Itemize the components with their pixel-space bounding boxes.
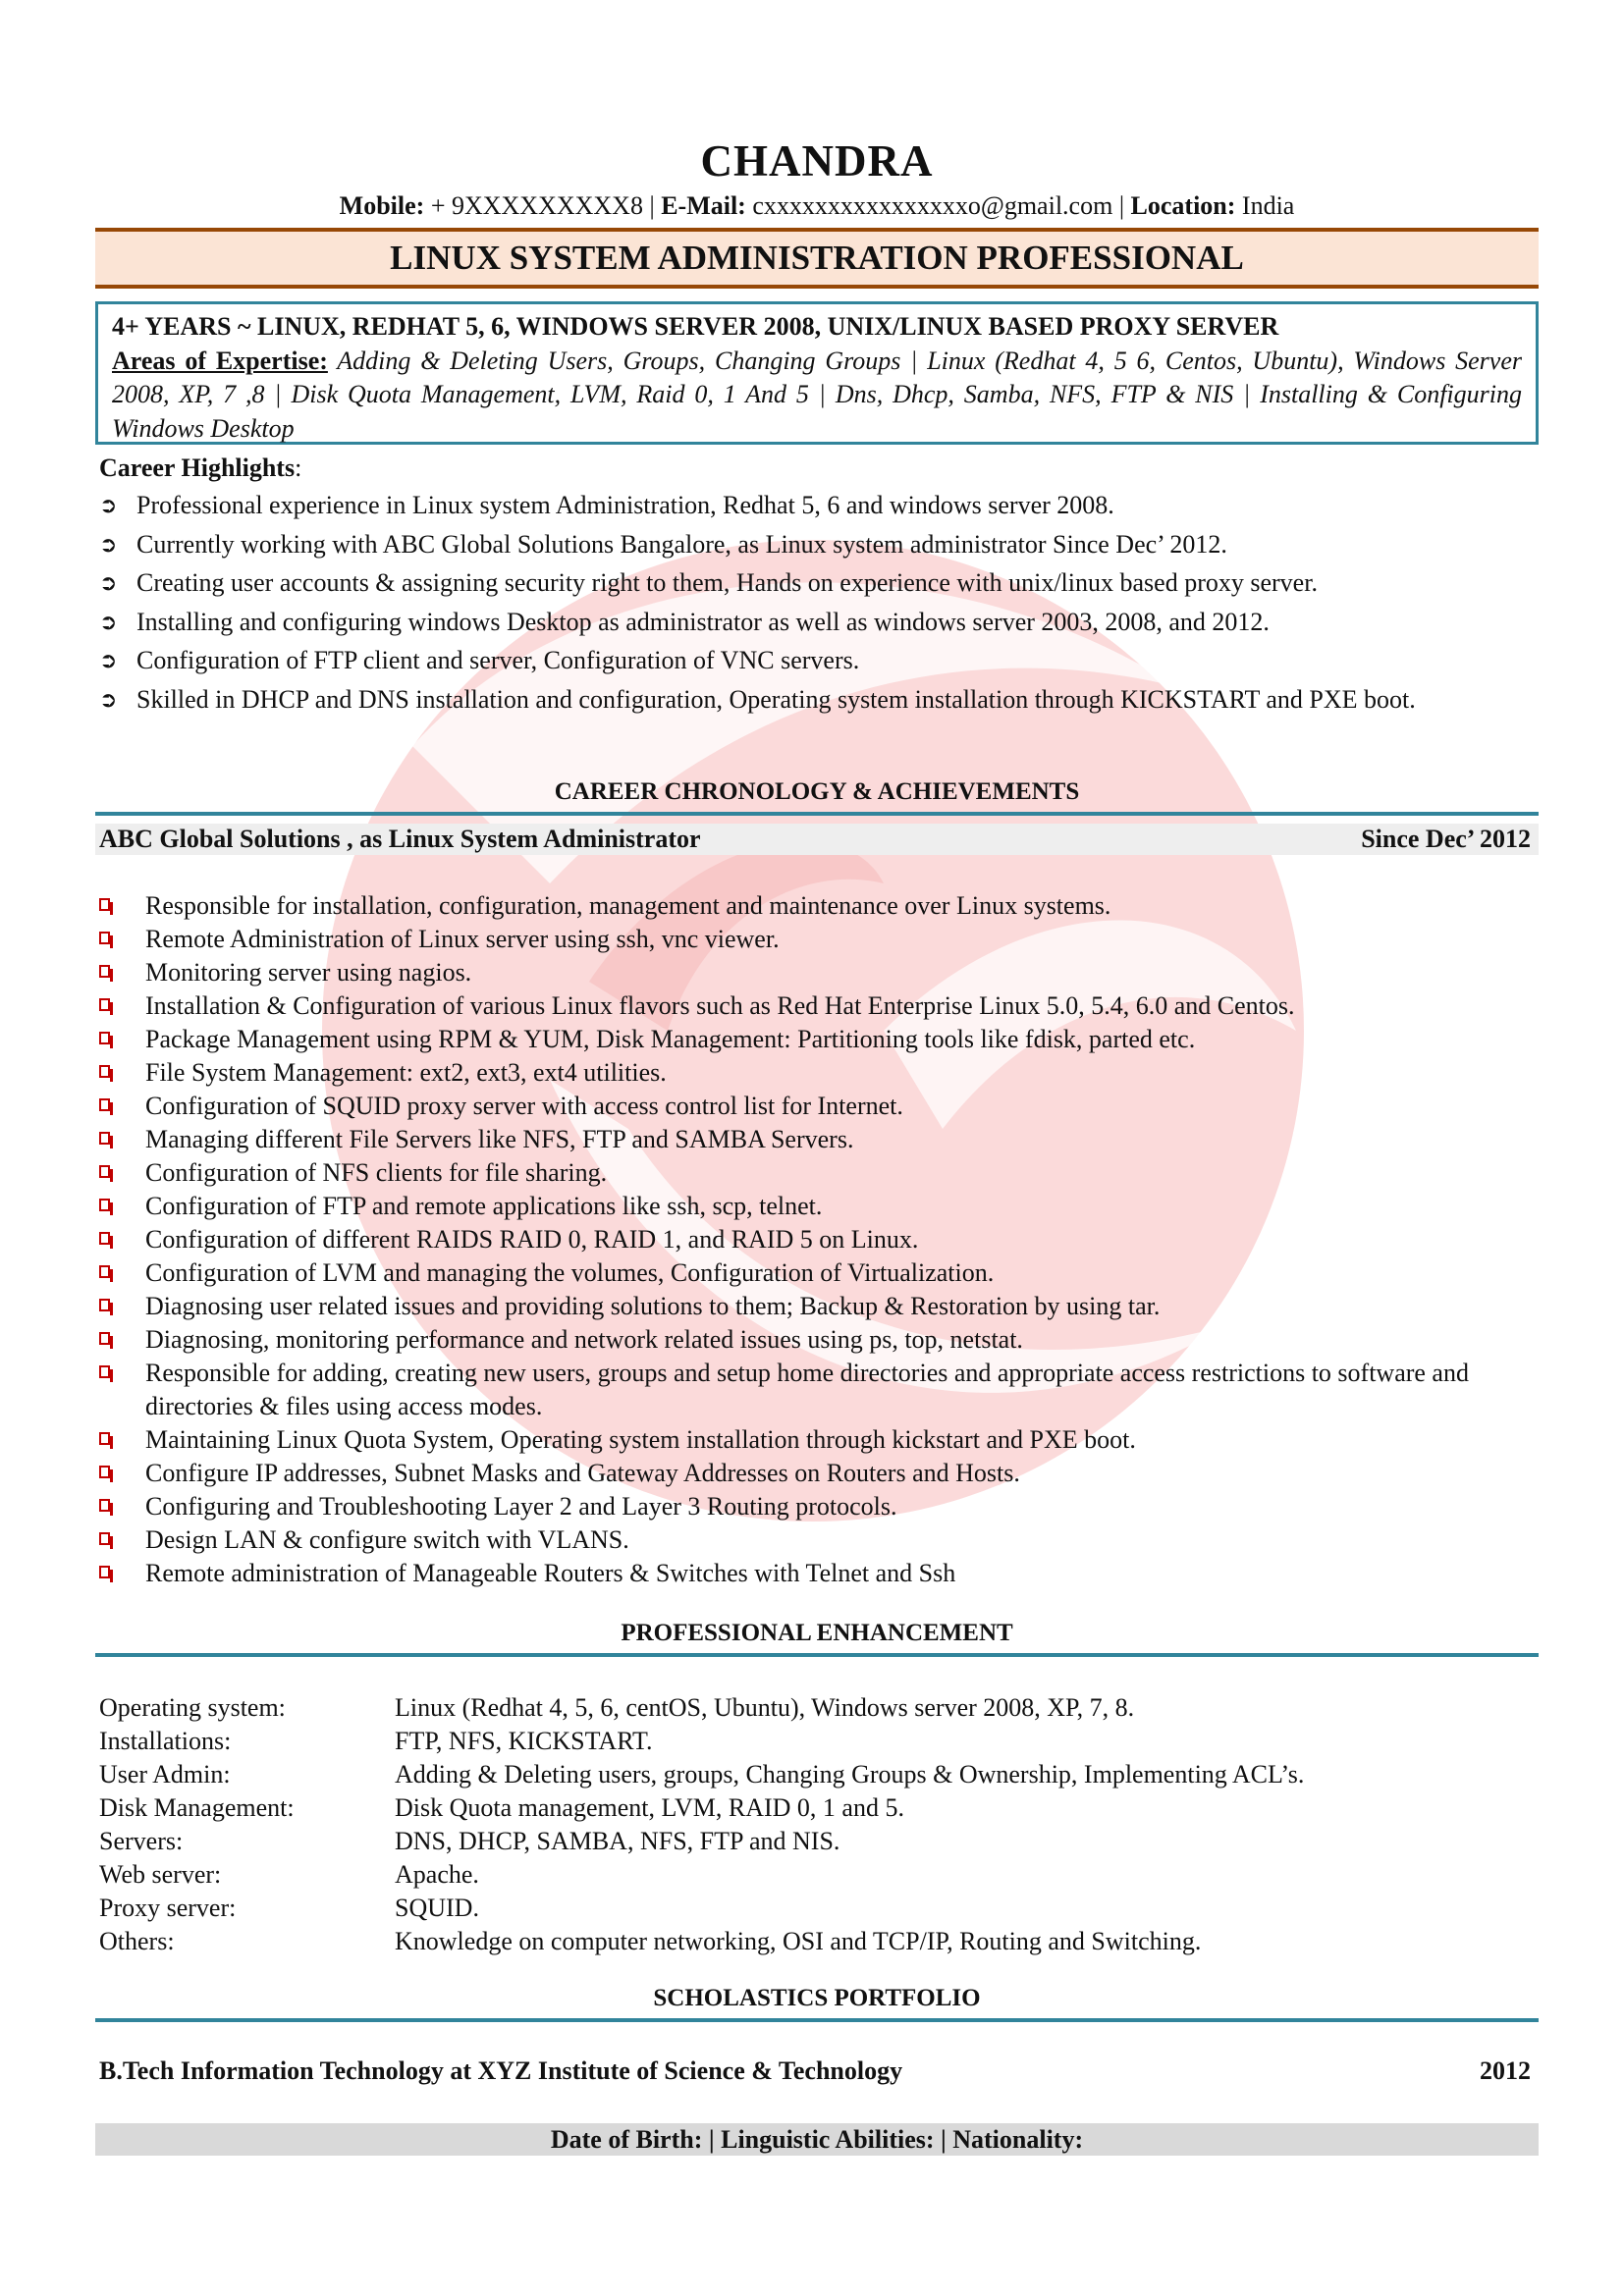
professional-enhancement-section [95, 1620, 1539, 1657]
skill-value: Knowledge on computer networking, OSI and TCP/IP, Routing and Switching. [395, 1927, 1202, 1955]
square-bullet-icon [99, 1165, 110, 1178]
skill-row [99, 1691, 1539, 1725]
highlight-text: Currently working with ABC Global Solutions Bangalore, as Linux system administrator Since Dec’ 2012. [136, 529, 1227, 559]
section-heading: CAREER CHRONOLOGY & ACHIEVEMENTS [554, 778, 1080, 805]
highlight-item [99, 644, 1515, 677]
achievement-text: Maintaining Linux Quota System, Operating system installation through kickstart and PXE boot. [145, 1425, 1136, 1454]
separator: | [1118, 191, 1125, 220]
expertise-text: Adding & Deleting Users, Groups, Changing Groups | Linux (Redhat 4, 5 6, Centos, Ubuntu), Windows Server 2008, XP, 7 ,8 | Disk Quota Management, LVM, Raid 0, 1 And 5 | Dns, Dhcp, Samba, NFS, FTP & NIS | Installing & Configuring Windows Desktop [112, 346, 1522, 443]
employer: ABC Global Solutions , as Linux System Administrator [99, 825, 701, 853]
expertise-label: Areas of Expertise: [112, 346, 328, 375]
square-bullet-icon [99, 1466, 110, 1478]
achievement-item [99, 923, 1537, 956]
achievement-text: Configuring and Troubleshooting Layer 2 and Layer 3 Routing protocols. [145, 1492, 897, 1521]
heading-colon: : [295, 454, 302, 482]
square-bullet-icon [99, 1032, 110, 1044]
square-bullet-icon [99, 1199, 110, 1211]
achievement-item [99, 989, 1537, 1023]
skill-row [99, 1825, 1539, 1858]
email-label: E-Mail: [661, 191, 746, 220]
achievement-item [99, 1523, 1537, 1557]
arrow-bullet-icon: ➲ [99, 570, 118, 595]
section-heading: PROFESSIONAL ENHANCEMENT [621, 1620, 1013, 1646]
skill-label: Installations: [99, 1727, 232, 1755]
skills-table [99, 1691, 1539, 1958]
graduation-year: 2012 [1480, 2056, 1531, 2085]
highlight-item [99, 489, 1515, 522]
separator: | [649, 191, 655, 220]
section-divider [95, 2018, 1539, 2022]
career-chronology-section [95, 778, 1539, 855]
square-bullet-icon [99, 1432, 110, 1445]
square-bullet-icon [99, 1365, 110, 1378]
contact-line [95, 191, 1539, 221]
skill-label: Servers: [99, 1827, 184, 1855]
skill-value: Apache. [395, 1860, 479, 1889]
achievement-item [99, 1023, 1537, 1056]
skill-row [99, 1858, 1539, 1892]
highlight-text: Creating user accounts & assigning security right to them, Hands on experience with unix/linux based proxy server. [136, 568, 1318, 597]
skill-value: Linux (Redhat 4, 5, 6, centOS, Ubuntu), Windows server 2008, XP, 7, 8. [395, 1693, 1135, 1722]
section-heading: SCHOLASTICS PORTFOLIO [653, 1985, 981, 2011]
achievement-item [99, 956, 1537, 989]
skill-row [99, 1725, 1539, 1758]
achievement-text: Configuration of LVM and managing the volumes, Configuration of Virtualization. [145, 1258, 995, 1287]
arrow-bullet-icon: ➲ [99, 686, 118, 712]
achievement-text: Remote Administration of Linux server using ssh, vnc viewer. [145, 925, 780, 953]
achievement-text: Responsible for installation, configuration, management and maintenance over Linux systems. [145, 891, 1111, 920]
skill-label: User Admin: [99, 1760, 231, 1789]
achievement-text: Configuration of FTP and remote applications like ssh, scp, telnet. [145, 1192, 823, 1220]
employment-period: Since Dec’ 2012 [1361, 825, 1531, 853]
skill-label: Web server: [99, 1860, 222, 1889]
achievement-item [99, 1256, 1537, 1290]
experience-summary: 4+ YEARS ~ LINUX, REDHAT 5, 6, WINDOWS SERVER 2008, UNIX/LINUX BASED PROXY SERVER [112, 312, 1279, 341]
education-row [95, 2056, 1539, 2086]
skill-value: FTP, NFS, KICKSTART. [395, 1727, 653, 1755]
achievement-item [99, 1090, 1537, 1123]
skill-row [99, 1925, 1539, 1958]
arrow-bullet-icon: ➲ [99, 609, 118, 634]
section-divider [95, 812, 1539, 816]
square-bullet-icon [99, 1265, 110, 1278]
square-bullet-icon [99, 1299, 110, 1311]
square-bullet-icon [99, 965, 110, 978]
square-bullet-icon [99, 1132, 110, 1145]
career-highlights-list [99, 489, 1515, 721]
square-bullet-icon [99, 1098, 110, 1111]
achievement-text: Managing different File Servers like NFS, FTP and SAMBA Servers. [145, 1125, 854, 1153]
achievement-item [99, 1223, 1537, 1256]
areas-of-expertise [112, 345, 1522, 447]
highlight-item [99, 528, 1515, 561]
mobile-value: + 9XXXXXXXXX8 [430, 191, 643, 220]
skill-label: Disk Management: [99, 1793, 295, 1822]
scholastics-section [95, 1985, 1539, 2022]
achievement-text: Diagnosing, monitoring performance and network related issues using ps, top, netstat. [145, 1325, 1023, 1354]
career-highlights-heading [99, 454, 1539, 483]
square-bullet-icon [99, 1332, 110, 1345]
achievement-item [99, 1557, 1537, 1590]
degree: B.Tech Information Technology at XYZ Institute of Science & Technology [99, 2056, 903, 2085]
achievement-text: File System Management: ext2, ext3, ext4 utilities. [145, 1058, 667, 1087]
highlight-text: Professional experience in Linux system Administration, Redhat 5, 6 and windows server 2008. [136, 491, 1114, 519]
highlight-item [99, 683, 1515, 717]
arrow-bullet-icon: ➲ [99, 493, 118, 517]
square-bullet-icon [99, 998, 110, 1011]
location-value: India [1241, 191, 1295, 220]
skill-value: DNS, DHCP, SAMBA, NFS, FTP and NIS. [395, 1827, 840, 1855]
heading-text: Career Highlights [99, 454, 296, 482]
achievement-text: Remote administration of Manageable Routers & Switches with Telnet and Ssh [145, 1559, 956, 1587]
achievement-text: Configure IP addresses, Subnet Masks and Gateway Addresses on Routers and Hosts. [145, 1459, 1020, 1487]
skill-label: Proxy server: [99, 1894, 237, 1922]
mobile-label: Mobile: [339, 191, 425, 220]
location-label: Location: [1130, 191, 1236, 220]
square-bullet-icon [99, 1232, 110, 1245]
square-bullet-icon [99, 898, 110, 911]
personal-details-bar: Date of Birth: | Linguistic Abilities: | Nationality: [95, 2123, 1539, 2156]
square-bullet-icon [99, 1499, 110, 1512]
achievement-text: Monitoring server using nagios. [145, 958, 472, 987]
achievement-item [99, 1490, 1537, 1523]
achievements-list [99, 889, 1537, 1590]
achievement-text: Design LAN & configure switch with VLANS. [145, 1525, 629, 1554]
summary-box [95, 301, 1539, 445]
professional-title: LINUX SYSTEM ADMINISTRATION PROFESSIONAL [95, 228, 1539, 289]
skill-row [99, 1791, 1539, 1825]
section-divider [95, 1653, 1539, 1657]
achievement-text: Configuration of SQUID proxy server with access control list for Internet. [145, 1092, 903, 1120]
achievement-item [99, 889, 1537, 923]
skill-label: Others: [99, 1927, 175, 1955]
square-bullet-icon [99, 1566, 110, 1578]
employer-row [95, 824, 1539, 855]
achievement-text: Package Management using RPM & YUM, Disk Management: Partitioning tools like fdisk, parted etc. [145, 1025, 1196, 1053]
square-bullet-icon [99, 1065, 110, 1078]
skill-label: Operating system: [99, 1693, 286, 1722]
achievement-item [99, 1123, 1537, 1156]
achievement-item [99, 1056, 1537, 1090]
achievement-text: Configuration of NFS clients for file sharing. [145, 1158, 608, 1187]
candidate-name: CHANDRA [700, 136, 934, 186]
achievement-text: Diagnosing user related issues and providing solutions to them; Backup & Restoration by using tar. [145, 1292, 1161, 1320]
highlight-item [99, 566, 1515, 600]
achievement-text: Configuration of different RAIDS RAID 0, RAID 1, and RAID 5 on Linux. [145, 1225, 919, 1254]
achievement-text: Installation & Configuration of various Linux flavors such as Red Hat Enterprise Linux 5.0, 5.4, 6.0 and Centos. [145, 991, 1295, 1020]
highlight-text: Installing and configuring windows Desktop as administrator as well as windows server 2003, 2008, and 2012. [136, 607, 1270, 636]
achievement-item [99, 1323, 1537, 1357]
achievement-item [99, 1290, 1537, 1323]
highlight-item [99, 606, 1515, 639]
skill-row [99, 1892, 1539, 1925]
skill-value: Adding & Deleting users, groups, Changing Groups & Ownership, Implementing ACL’s. [395, 1760, 1305, 1789]
skill-row [99, 1758, 1539, 1791]
skill-value: Disk Quota management, LVM, RAID 0, 1 and 5. [395, 1793, 904, 1822]
achievement-text: Responsible for adding, creating new users, groups and setup home directories and appropriate access restrictions to software and directories & files using access modes. [145, 1359, 1469, 1420]
achievement-item [99, 1357, 1537, 1423]
achievement-item [99, 1423, 1537, 1457]
achievement-item [99, 1190, 1537, 1223]
achievement-item [99, 1156, 1537, 1190]
square-bullet-icon [99, 1532, 110, 1545]
achievement-item [99, 1457, 1537, 1490]
skill-value: SQUID. [395, 1894, 479, 1922]
highlight-text: Configuration of FTP client and server, Configuration of VNC servers. [136, 646, 860, 674]
square-bullet-icon [99, 932, 110, 944]
arrow-bullet-icon: ➲ [99, 648, 118, 672]
email-value[interactable]: cxxxxxxxxxxxxxxxxo@gmail.com [752, 191, 1113, 220]
arrow-bullet-icon: ➲ [99, 531, 118, 557]
highlight-text: Skilled in DHCP and DNS installation and configuration, Operating system installation through KICKSTART and PXE boot. [136, 684, 1416, 714]
